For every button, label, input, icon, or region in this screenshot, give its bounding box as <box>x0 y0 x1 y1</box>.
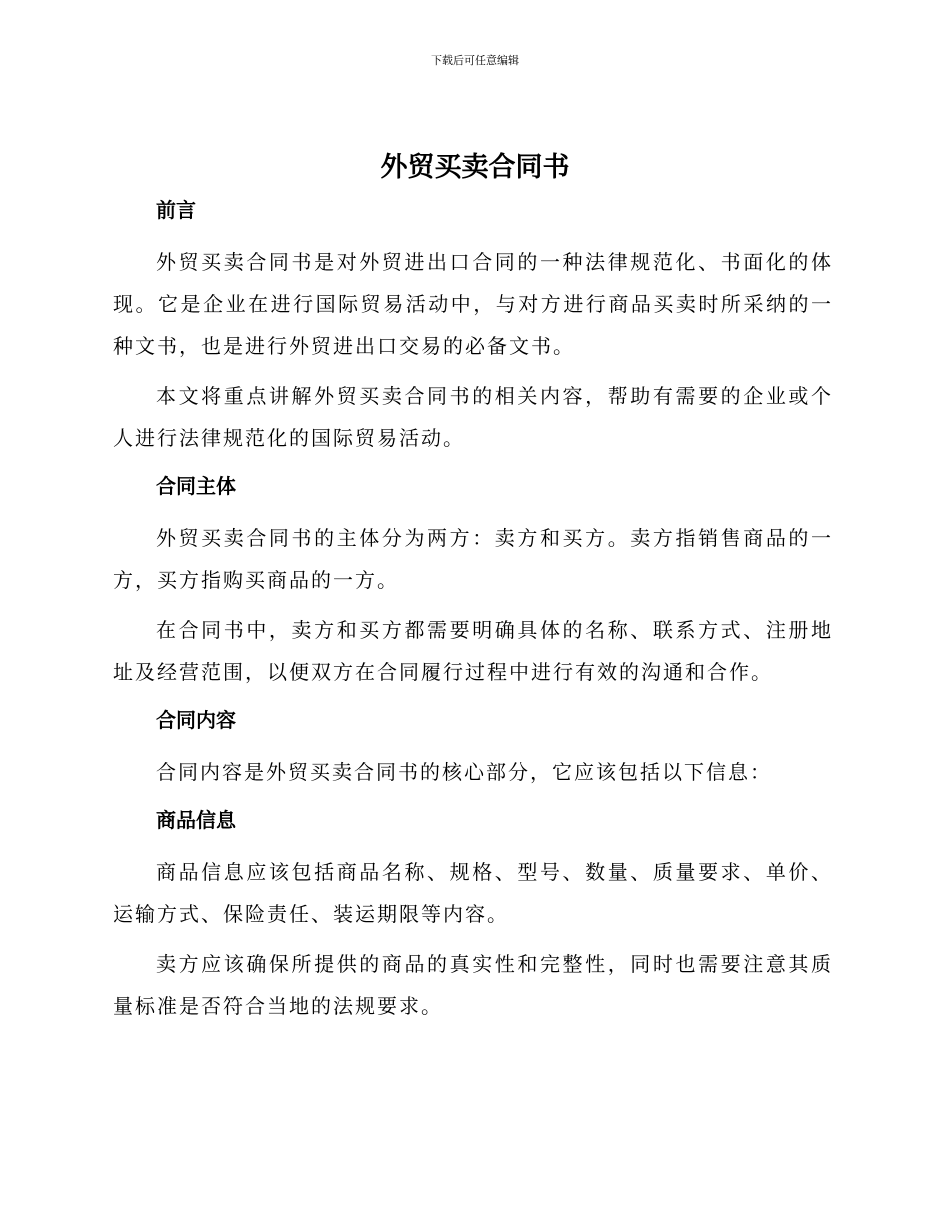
section-contract-parties <box>113 467 833 701</box>
paragraph: 在合同书中，卖方和买方都需要明确具体的名称、联系方式、注册地址及经营范围，以便双方在合同履行过程中进行有效的沟通和合作。 <box>113 618 833 684</box>
section-product-info <box>113 801 833 1027</box>
section-heading: 商品信息 <box>156 808 236 832</box>
section-contract-content <box>113 701 833 801</box>
section-heading: 合同主体 <box>156 474 236 498</box>
paragraph: 外贸买卖合同书的主体分为两方：卖方和买方。卖方指销售商品的一方，买方指购买商品的一方。 <box>113 526 833 592</box>
document-body <box>113 191 833 1027</box>
paragraph: 商品信息应该包括商品名称、规格、型号、数量、质量要求、单价、运输方式、保险责任、装运期限等内容。 <box>113 860 833 926</box>
paragraph: 合同内容是外贸买卖合同书的核心部分，它应该包括以下信息： <box>156 760 772 784</box>
section-heading: 前言 <box>156 198 196 222</box>
section-heading: 合同内容 <box>156 708 236 732</box>
paragraph: 外贸买卖合同书是对外贸进出口合同的一种法律规范化、书面化的体现。它是企业在进行国际贸易活动中，与对方进行商品买卖时所采纳的一种文书，也是进行外贸进出口交易的必备文书。 <box>113 250 833 358</box>
paragraph: 本文将重点讲解外贸买卖合同书的相关内容，帮助有需要的企业或个人进行法律规范化的国际贸易活动。 <box>113 384 833 450</box>
section-preface <box>113 191 833 467</box>
page-header: 下载后可任意编辑 <box>431 54 519 67</box>
paragraph: 卖方应该确保所提供的商品的真实性和完整性，同时也需要注意其质量标准是否符合当地的法规要求。 <box>113 952 833 1018</box>
document-title: 外贸买卖合同书 <box>380 152 570 183</box>
